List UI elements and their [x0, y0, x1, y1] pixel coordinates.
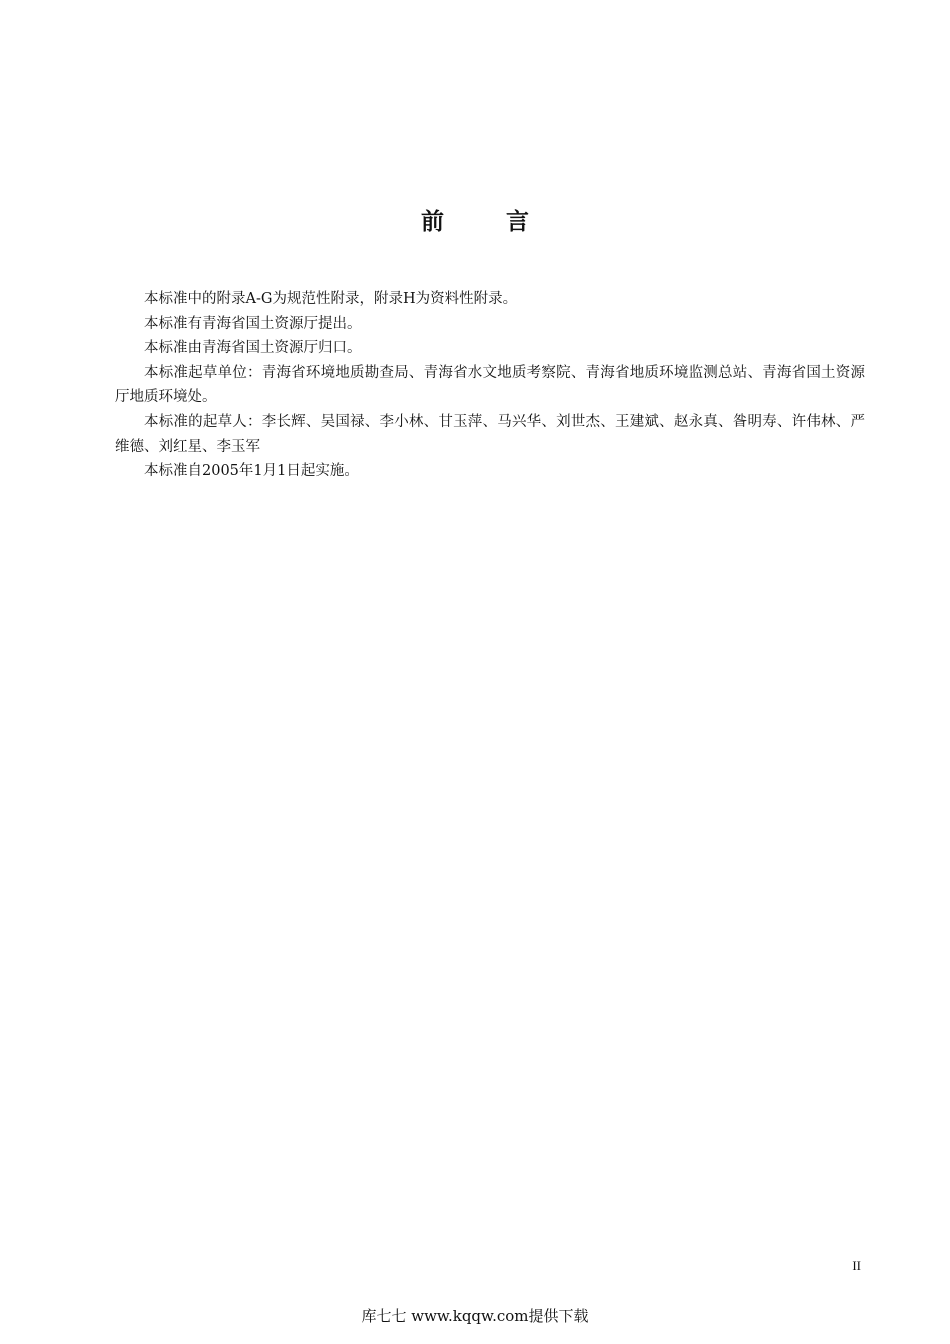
paragraph-effective-date: 本标准自2005年1月1日起实施。	[144, 463, 359, 480]
page-number: II	[852, 1258, 861, 1273]
paragraph-appendix-note: 本标准中的附录A-G为规范性附录，附录H为资料性附录。	[144, 291, 518, 307]
title-char-2: 言	[506, 209, 529, 235]
title-char-1: 前	[421, 209, 444, 235]
paragraph-drafters: 本标准的起草人：李长辉、吴国禄、李小林、甘玉萍、马兴华、刘世杰、王建斌、赵永真、昝明寿、许伟林、严维德、刘红星、李玉军	[115, 413, 865, 455]
foreword-body	[115, 287, 865, 484]
paragraph-administrator: 本标准由青海省国土资源厅归口。	[144, 340, 362, 357]
paragraph-drafting-units: 本标准起草单位：青海省环境地质勘查局、青海省水文地质考察院、青海省地质环境监测总站、青海省国土资源厅地质环境处。	[115, 364, 865, 406]
paragraph-proposer: 本标准有青海省国土资源厅提出。	[144, 315, 362, 332]
page-title	[0, 203, 950, 236]
download-footer: 库七七 www.kqqw.com提供下载	[361, 1307, 589, 1325]
